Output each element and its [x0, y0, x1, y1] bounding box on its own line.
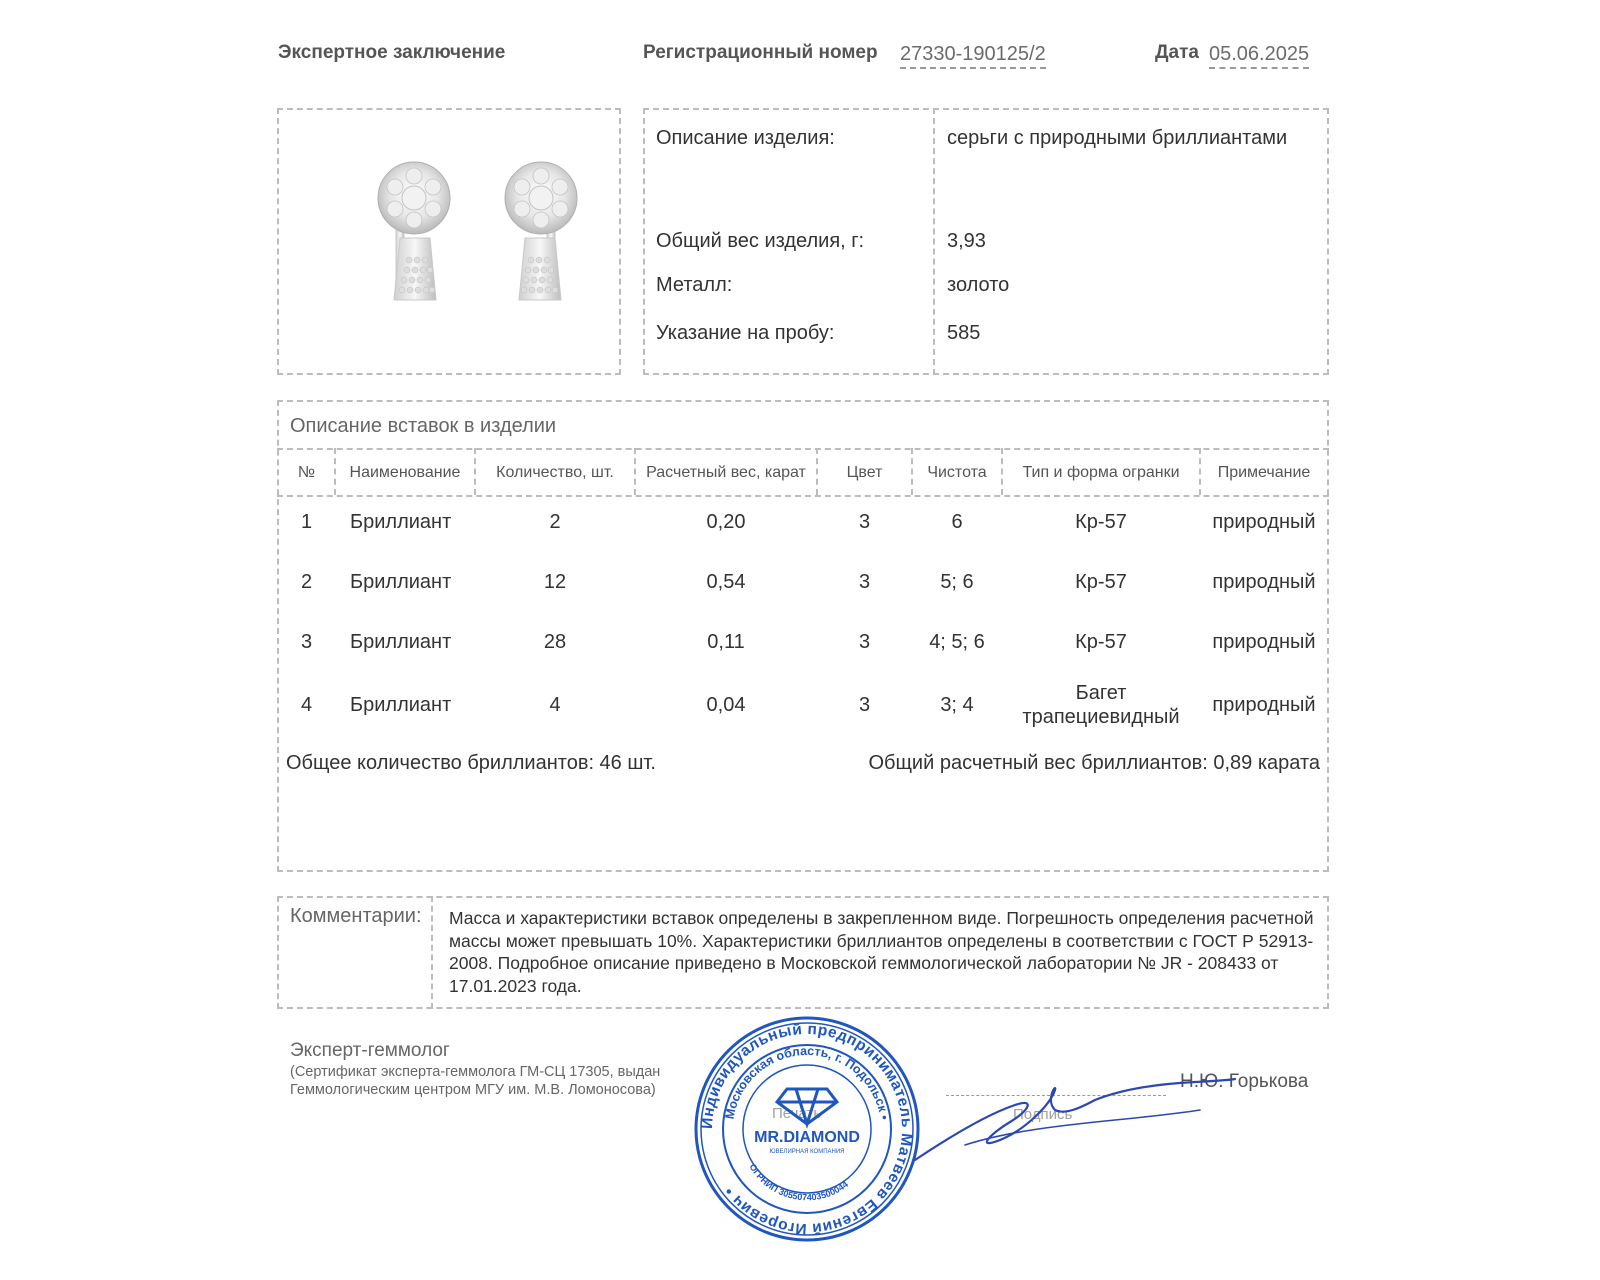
item-assay-label: Указание на пробу:: [656, 322, 835, 344]
column-header-weight: Расчетный вес, карат: [646, 464, 806, 481]
column-header-clarity: Чистота: [927, 464, 987, 481]
date-label: Дата: [1155, 42, 1199, 63]
item-assay-value: 585: [947, 322, 981, 344]
description-divider: [933, 108, 935, 375]
row-quantity: 12: [543, 571, 567, 593]
row-number: 1: [300, 511, 313, 533]
item-description-value: серьги с природными бриллиантами: [947, 127, 1288, 149]
table-row: [279, 561, 1327, 603]
earrings-image: [279, 110, 619, 373]
handwritten-signature: [905, 1070, 1245, 1165]
registration-label: Регистрационный номер: [643, 42, 878, 63]
item-metal-value: золото: [947, 274, 1010, 296]
row-clarity: 3; 4: [940, 694, 974, 716]
stamp-outer-text: Индивидуальный предприниматель Матвеев Евгений Игоревич •: [698, 1020, 916, 1238]
row-quantity: 4: [549, 694, 561, 716]
comments-text: Масса и характеристики вставок определены в закрепленном виде. Погрешность определения расчетной массы может превышать 10%. Характеристики бриллиантов определены в соответствии с ГОСТ Р 52913-2008. Подробное описание приведено в Московской геммологической лаборатории № JR - 208433 от 17.01.2023 года.: [449, 908, 1314, 996]
row-clarity: 4; 5; 6: [929, 631, 985, 653]
column-header-color: Цвет: [846, 464, 883, 481]
column-header-cut: Тип и форма огранки: [1022, 464, 1180, 481]
diamond-logo-icon: [777, 1089, 837, 1124]
stamp-ogrnip: ОГРНИП 305507403500044: [747, 1162, 850, 1203]
inserts-title-divider: [277, 448, 1329, 450]
row-quantity: 2: [549, 511, 561, 533]
column-header-number: №: [297, 464, 316, 481]
row-cut: Кр-57: [1075, 511, 1127, 533]
column-header-note: Примечание: [1217, 464, 1311, 481]
comments-label: Комментарии:: [290, 905, 422, 927]
product-photo-frame: [277, 108, 621, 375]
item-description-label: Описание изделия:: [656, 127, 835, 149]
row-note: природный: [1212, 631, 1316, 653]
item-weight-value: 3,93: [947, 230, 986, 252]
row-color: 3: [858, 571, 871, 593]
date-value: 05.06.2025: [1209, 43, 1309, 69]
row-clarity: 6: [951, 511, 963, 533]
row-clarity: 5; 6: [940, 571, 974, 593]
row-weight: 0,11: [707, 631, 745, 653]
svg-text:ОГРНИП 305507403500044: [747, 1162, 849, 1202]
table-row: [279, 501, 1327, 543]
row-color: 3: [858, 694, 871, 716]
stamp-brand-sub: ЮВЕЛИРНАЯ КОМПАНИЯ: [769, 1149, 845, 1155]
row-cut: Кр-57: [1075, 571, 1127, 593]
row-name: Бриллиант: [350, 694, 452, 716]
document-title: Экспертное заключение: [278, 42, 506, 63]
row-note: природный: [1212, 694, 1316, 716]
stamp-brand: MR.DIAMOND: [754, 1129, 860, 1146]
row-name: Бриллиант: [350, 511, 452, 533]
table-row: [279, 621, 1327, 663]
row-number: 2: [300, 571, 313, 593]
row-color: 3: [858, 511, 871, 533]
row-quantity: 28: [543, 631, 567, 653]
signature-label: Подпись: [1013, 1106, 1073, 1123]
expert-title: Эксперт-геммолог: [290, 1040, 450, 1061]
item-weight-label: Общий вес изделия, г:: [656, 230, 865, 252]
expert-certificate: (Сертификат эксперта-геммолога ГМ-СЦ 17305, выдан Геммологическим центром МГУ им. М.В. Ломоносова): [290, 1064, 661, 1098]
row-note: природный: [1212, 511, 1316, 533]
total-count: Общее количество бриллиантов: 46 шт.: [286, 752, 656, 774]
registration-number: 27330-190125/2: [900, 43, 1046, 69]
row-cut: Кр-57: [1075, 631, 1127, 653]
company-stamp: [692, 1014, 922, 1244]
stamp-label: Печать: [772, 1105, 822, 1122]
row-weight: 0,20: [706, 511, 746, 533]
row-number: 4: [300, 694, 313, 716]
signer-name: Н.Ю. Горькова: [1180, 1071, 1309, 1092]
row-color: 3: [858, 631, 871, 653]
row-number: 3: [300, 631, 313, 653]
column-header-quantity: Количество, шт.: [496, 464, 614, 481]
inserts-header-divider: [277, 495, 1329, 497]
row-name: Бриллиант: [350, 571, 452, 593]
inserts-title: Описание вставок в изделии: [290, 415, 557, 437]
row-weight: 0,54: [706, 571, 746, 593]
table-row: [279, 679, 1327, 731]
total-weight: Общий расчетный вес бриллиантов: 0,89 карата: [868, 752, 1320, 774]
row-note: природный: [1212, 571, 1316, 593]
row-weight: 0,04: [706, 694, 746, 716]
stamp-inner-text: Московская область, г. Подольск •: [722, 1043, 892, 1121]
item-metal-label: Металл:: [656, 274, 733, 296]
column-header-name: Наименование: [349, 464, 461, 481]
row-cut: Багет трапециевидный: [1022, 682, 1180, 728]
comments-divider: [431, 896, 433, 1009]
row-name: Бриллиант: [350, 631, 452, 653]
